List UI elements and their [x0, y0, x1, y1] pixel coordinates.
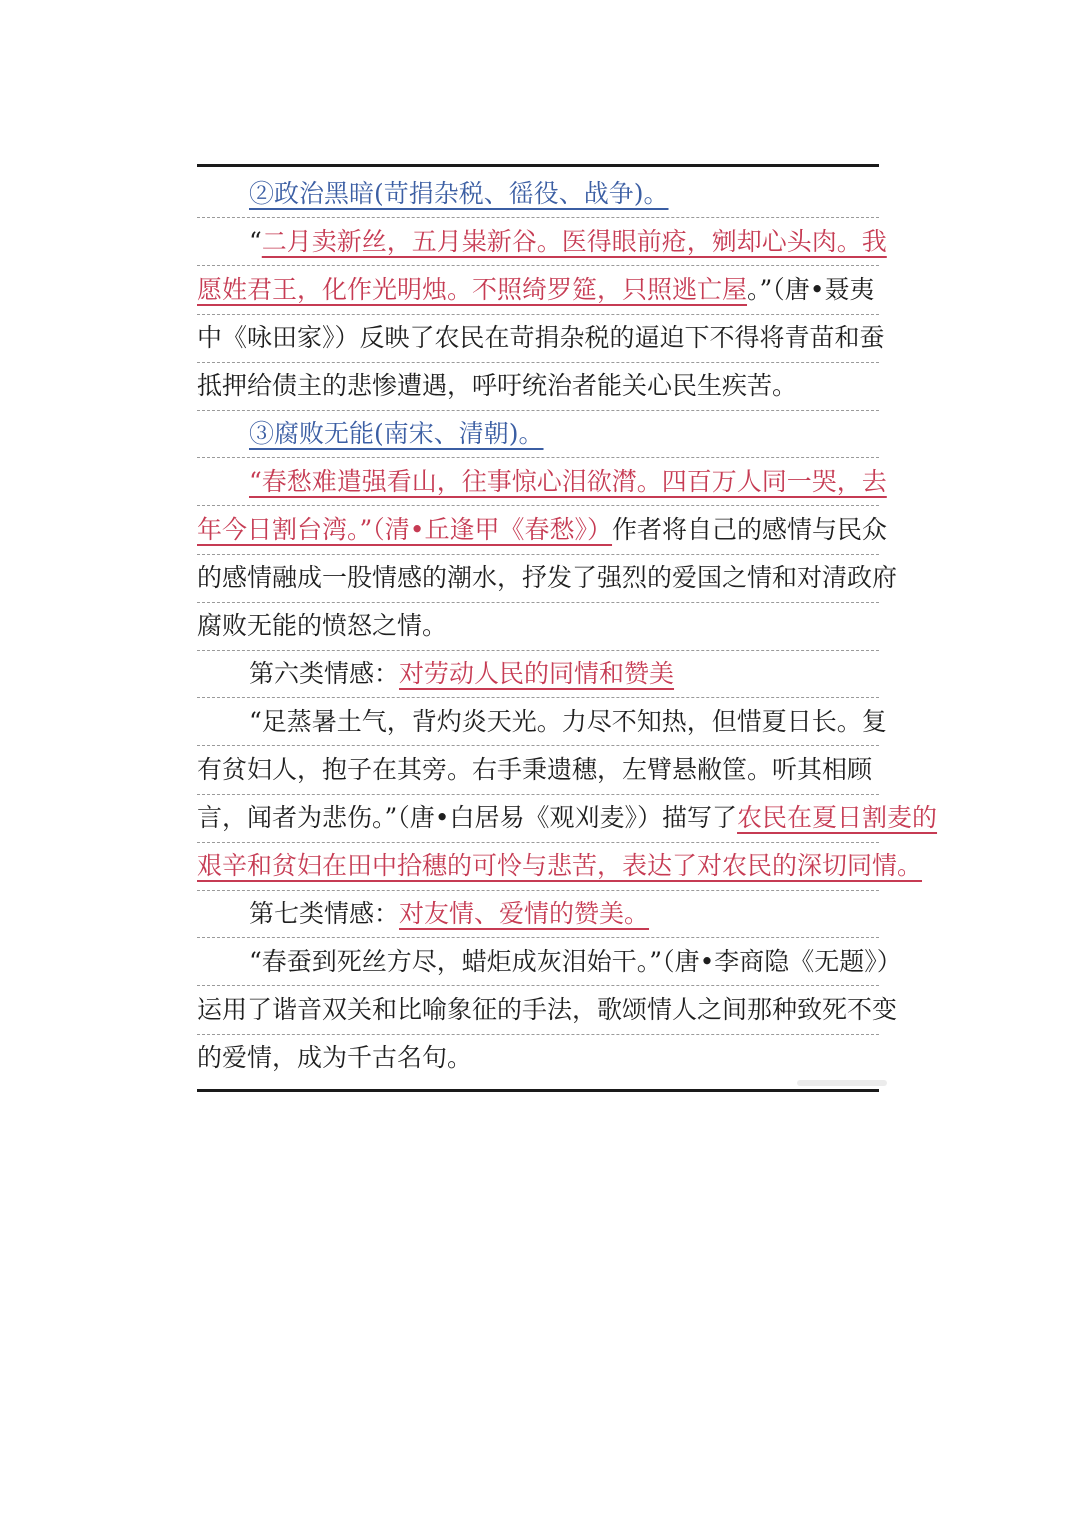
heading-corruption: ③腐败无能(南宋、清朝)。: [197, 410, 879, 458]
text-line: 中《咏田家》）反映了农民在苛捐杂税的逼迫下不得将青苗和蚕: [197, 314, 879, 363]
text-line: 艰辛和贫妇在田中拾穗的可怜与悲苦，表达了对农民的深切同情。: [197, 842, 879, 891]
text-line: 运用了谐音双关和比喻象征的手法，歌颂情人之间那种致死不变: [197, 986, 879, 1035]
text-line: 腐败无能的愤怒之情。: [197, 602, 879, 651]
text-line: “足蒸暑土气，背灼炎天光。力尽不知热，但惜夏日长。复: [197, 698, 879, 746]
text-line: “春愁难遣强看山，往事惊心泪欲潸。四百万人同一哭，去: [197, 458, 879, 506]
heading-category-six: 第六类情感：对劳动人民的同情和赞美: [197, 650, 879, 698]
faded-watermark: [797, 1080, 887, 1086]
heading-category-seven: 第七类情感：对友情、爱情的赞美。: [197, 890, 879, 938]
text-line: 抵押给债主的悲惨遭遇，呼吁统治者能关心民生疾苦。: [197, 362, 879, 411]
text-line: “春蚕到死丝方尽，蜡炬成灰泪始干。”（唐•李商隐《无题》）: [197, 938, 879, 986]
top-rule: [197, 164, 879, 167]
text-line: 有贫妇人，抱子在其旁。右手秉遗穗，左臂悬敝筐。听其相顾: [197, 746, 879, 795]
notebook-page: [197, 164, 938, 1094]
text-line: 言，闻者为悲伤。”（唐•白居易《观刈麦》）描写了农民在夏日割麦的: [197, 794, 879, 843]
text-line: “二月卖新丝，五月粜新谷。医得眼前疮，剜却心头肉。我: [197, 218, 879, 266]
bottom-rule: [197, 1089, 879, 1092]
text-line: 年今日割台湾。”（清•丘逢甲《春愁》）作者将自己的感情与民众: [197, 506, 879, 555]
text-line: 的感情融成一股情感的潮水，抒发了强烈的爱国之情和对清政府: [197, 554, 879, 603]
text-line: 愿姓君王，化作光明烛。不照绮罗筵，只照逃亡屋。”（唐•聂夷: [197, 266, 879, 315]
text-line: 的爱情，成为千古名句。: [197, 1043, 473, 1072]
heading-political-darkness: ②政治黑暗(苛捐杂税、徭役、战争)。: [197, 170, 879, 218]
